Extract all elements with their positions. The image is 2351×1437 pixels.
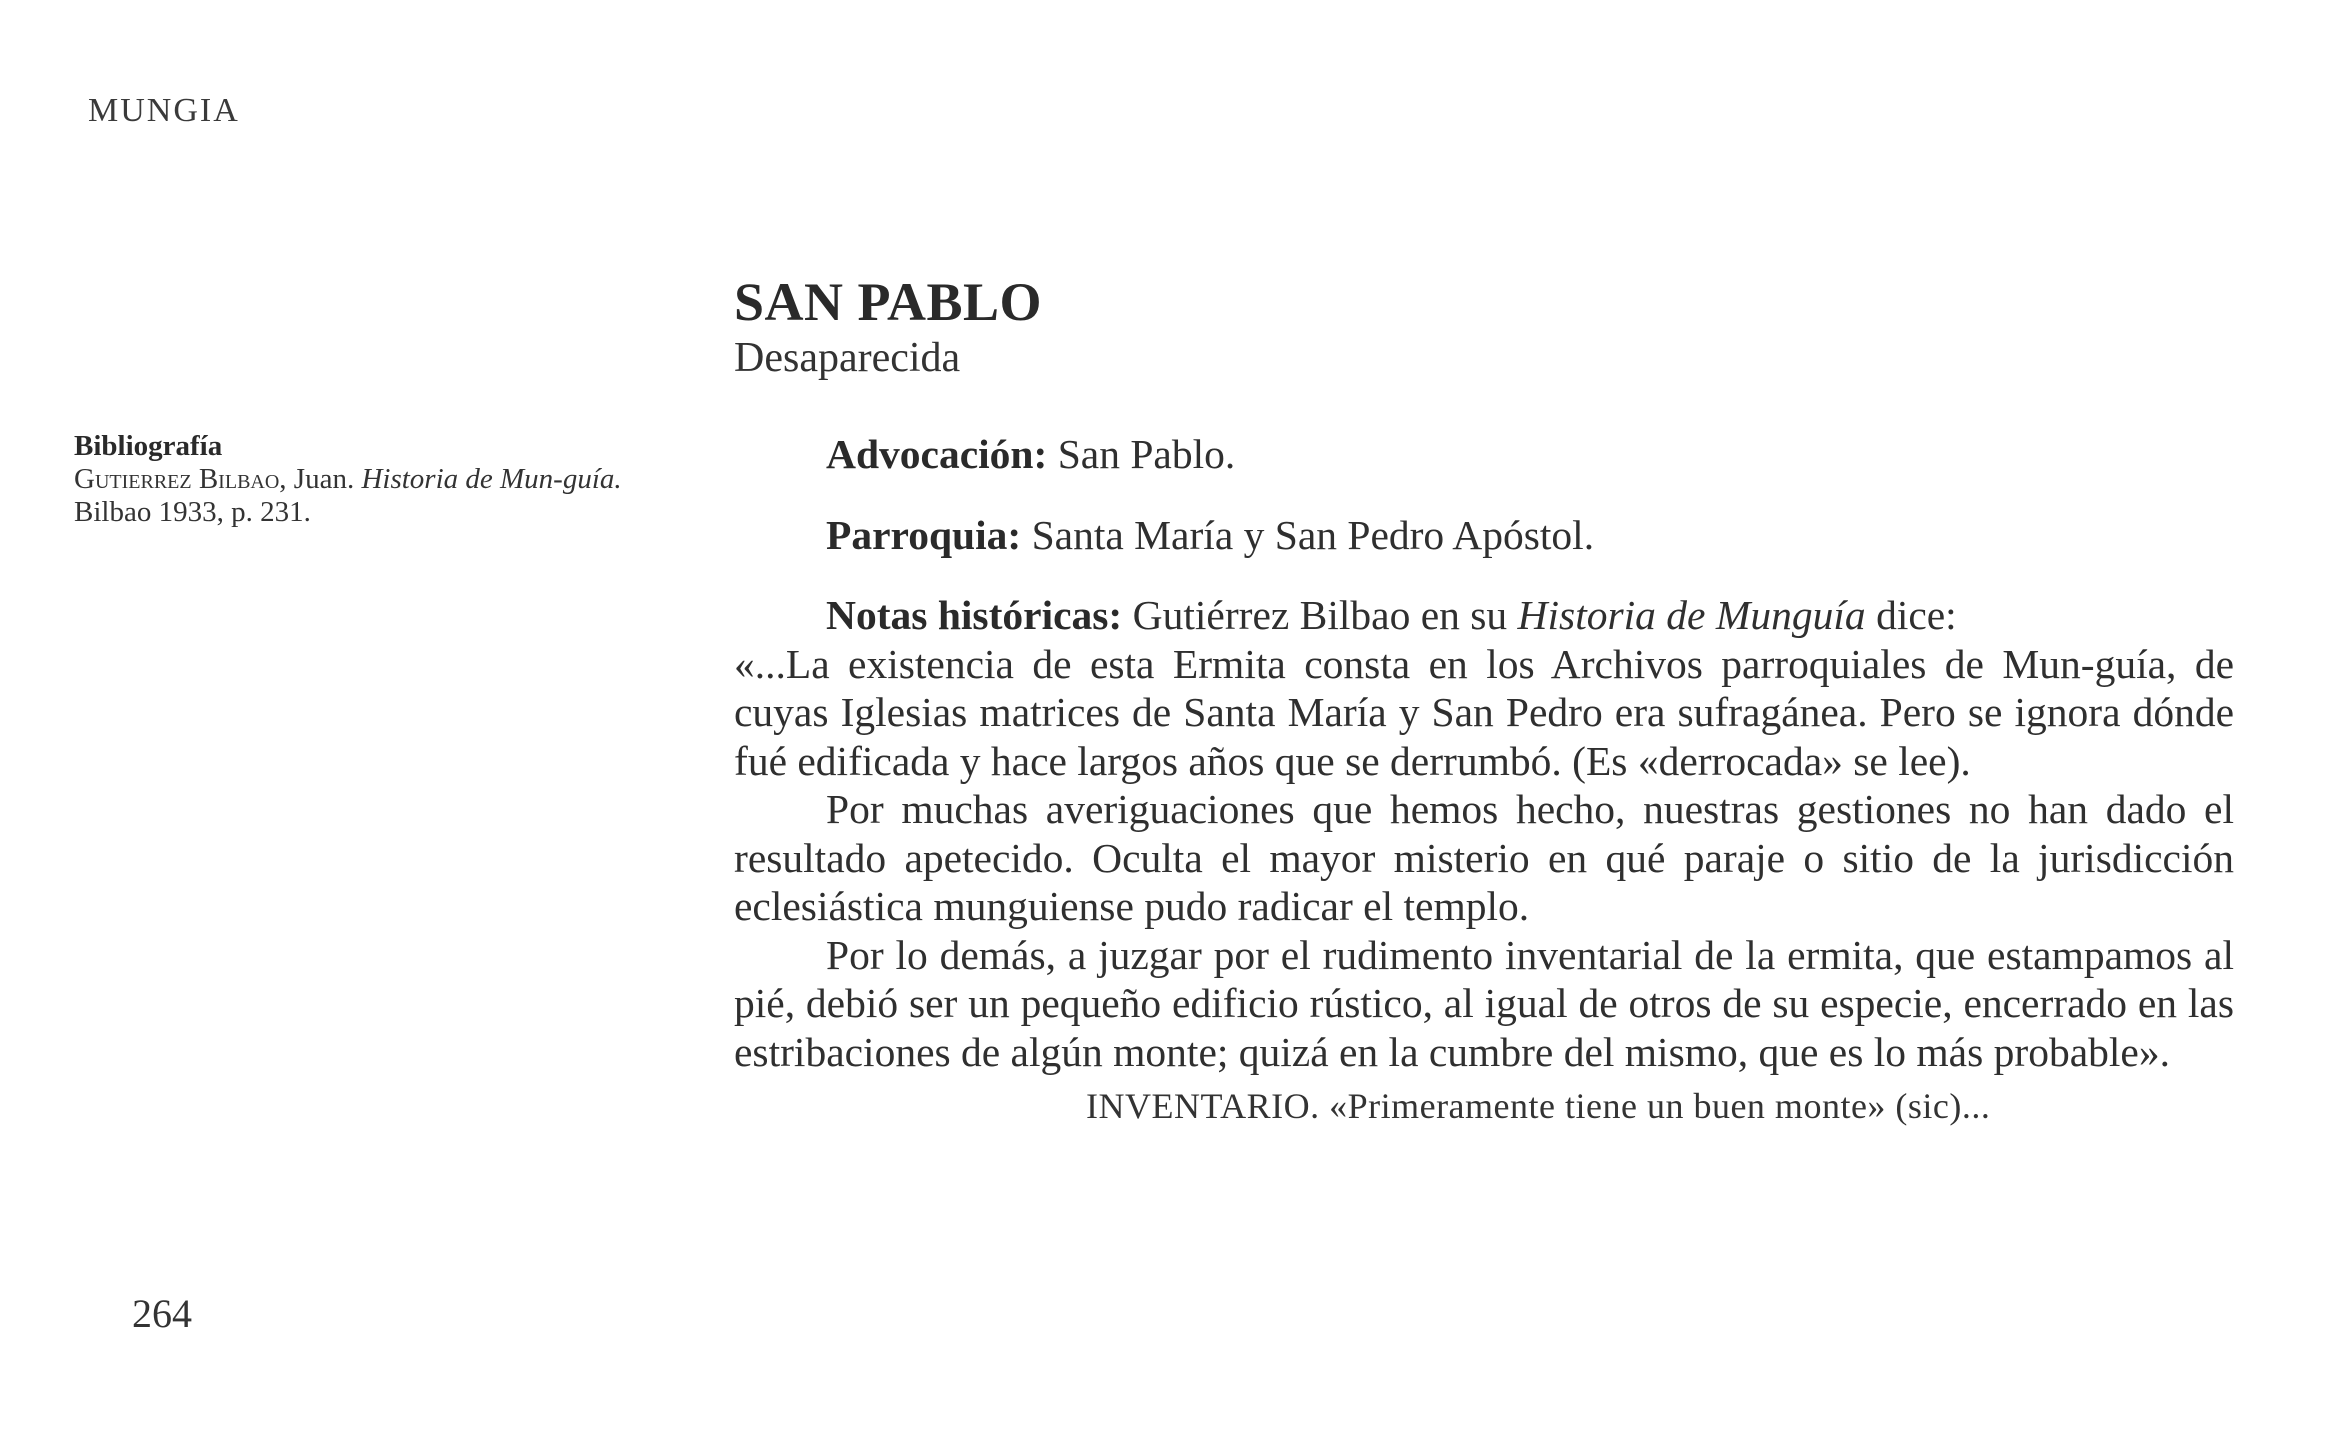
notas-work-title: Historia de Munguía: [1517, 592, 1866, 638]
bibliography-imprint: Bilbao 1933, p. 231.: [74, 496, 311, 528]
parroquia-label: Parroquia:: [826, 511, 1022, 558]
notas-intro-end: dice:: [1865, 592, 1957, 638]
parroquia-field: [734, 511, 2234, 560]
entry-status: Desaparecida: [734, 335, 961, 381]
paragraph-averiguaciones: Por muchas averiguaciones que hemos hecho, nuestras gestiones no han dado el resultado apetecido. Oculta el mayor misterio en qué paraje o sitio de la jurisdicción eclesiástica munguiense pudo radicar el templo.: [734, 786, 2234, 929]
notas-historicas-field: [734, 591, 2234, 640]
running-head: MUNGIA: [88, 92, 240, 129]
bibliography-entry: [74, 463, 674, 529]
entry-title: SAN PABLO: [734, 272, 1043, 332]
entry-title-block: [734, 272, 1042, 384]
notas-quote: «...La existencia de esta Ermita consta en los Archivos parroquiales de Mun-guía, de cuyas Iglesias matrices de Santa María y San Pedro era sufragánea. Pero se ignora dónde fué edificada y hace largos años que se derrumbó. (Es «derrocada» se lee).: [734, 640, 2234, 784]
parroquia-value: Santa María y San Pedro Apóstol.: [1021, 511, 1595, 558]
bibliography-work-title: Historia de Mun-guía.: [361, 463, 622, 495]
advocacion-value: San Pablo.: [1047, 431, 1236, 477]
inventario-line: INVENTARIO. «Primeramente tiene un buen monte» (sic)...: [1086, 1086, 1991, 1126]
bibliography-author-surname: Gutierrez Bilbao: [74, 463, 280, 495]
main-text: [734, 430, 2234, 1128]
bibliography-heading: Bibliografía: [74, 430, 223, 462]
bibliography-author-given: , Juan.: [279, 463, 362, 495]
bibliography-sidebar: [74, 430, 674, 529]
page-number: 264: [132, 1291, 192, 1336]
paragraph-rudimento: Por lo demás, a juzgar por el rudimento inventarial de la ermita, que estampamos al pié, debió ser un pequeño edificio rústico, al igual de otros de su especie, encerrado en las estribaciones de algún monte; quizá en la cumbre del mismo, que es lo más probable».: [734, 931, 2234, 1075]
notas-intro: Gutiérrez Bilbao en su: [1122, 592, 1518, 638]
advocacion-field: [734, 430, 2234, 479]
advocacion-label: Advocación:: [826, 431, 1048, 477]
notas-label: Notas históricas:: [826, 592, 1123, 638]
